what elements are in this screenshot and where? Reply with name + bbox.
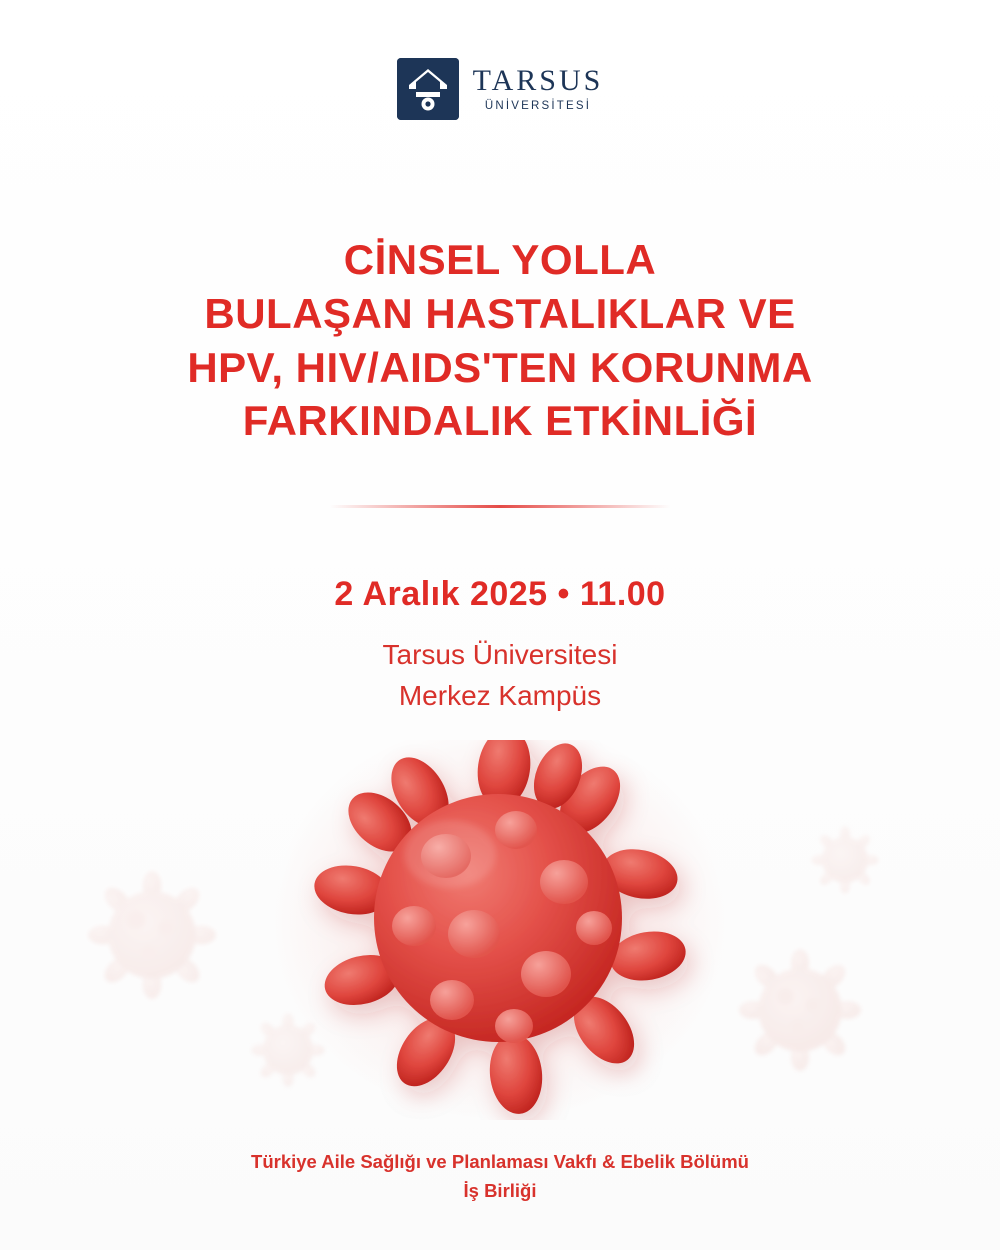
logo-subtitle: ÜNİVERSİTESİ [484, 99, 592, 112]
footer-credits [0, 1148, 1000, 1205]
logo-title: TARSUS [472, 63, 604, 97]
headline-line-1: CİNSEL YOLLA [343, 236, 657, 284]
headline-line-4: FARKINDALIK ETKİNLİĞİ [242, 397, 758, 445]
tarsus-university-logo-icon [397, 58, 459, 120]
venue-line-2: Merkez Kampüs [398, 679, 602, 711]
background-virus-right-small [812, 827, 879, 894]
venue-line-1: Tarsus Üniversitesi [382, 639, 618, 670]
headline-line-3: HPV, HIV/AIDS'TEN KORUNMA [187, 343, 813, 391]
page-title [0, 233, 1000, 448]
university-logo [0, 58, 1000, 120]
logo-wordmark [472, 63, 604, 113]
footer-line-2: İş Birliği [463, 1179, 537, 1201]
event-datetime: 2 Aralık 2025 • 11.00 [334, 575, 666, 613]
background-virus-small [252, 1014, 325, 1087]
background-virus-right [739, 949, 861, 1071]
divider [330, 505, 670, 508]
footer-line-1: Türkiye Aile Sağlığı ve Planlaması Vakfı & Ebelik Bölümü [251, 1151, 749, 1172]
virus-illustration-icon [0, 740, 1000, 1120]
headline-line-2: BULAŞAN HASTALIKLAR VE [204, 289, 796, 337]
background-virus-left [88, 871, 216, 999]
event-venue [0, 635, 1000, 716]
